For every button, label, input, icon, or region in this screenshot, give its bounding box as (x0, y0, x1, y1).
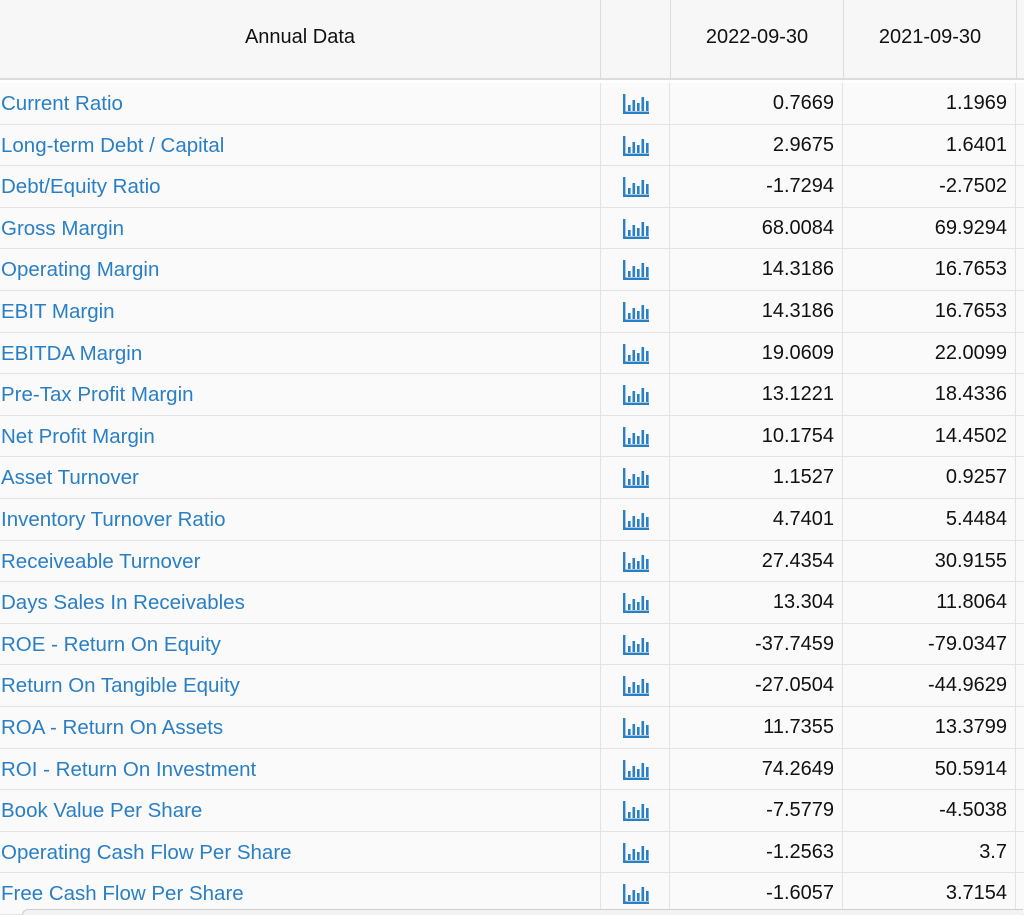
row-label-link[interactable]: Net Profit Margin (1, 424, 155, 448)
bar-chart-icon[interactable] (622, 176, 650, 198)
bar-chart-icon[interactable] (622, 301, 650, 323)
value-2021-09-30: 22.0099 (843, 333, 1016, 374)
row-chart-button[interactable] (600, 249, 670, 290)
row-label-link[interactable]: EBITDA Margin (1, 341, 143, 365)
value-2021-09-30: -2.7502 (843, 166, 1016, 207)
table-row (0, 83, 1024, 125)
value-2021-09-30: 30.9155 (843, 541, 1016, 582)
header-chart-column (600, 0, 670, 78)
value-2021-09-30: 3.7154 (843, 873, 1016, 914)
row-chart-button[interactable] (600, 83, 670, 124)
value-2022-09-30: 10.1754 (670, 416, 843, 457)
value-2021-09-30: 14.4502 (843, 416, 1016, 457)
row-chart-button[interactable] (600, 790, 670, 831)
value-2021-09-30: -4.5038 (843, 790, 1016, 831)
table-row (0, 416, 1024, 458)
table-row (0, 291, 1024, 333)
value-2022-09-30: 4.7401 (670, 499, 843, 540)
bar-chart-icon[interactable] (622, 883, 650, 905)
bar-chart-icon[interactable] (622, 800, 650, 822)
bar-chart-icon[interactable] (622, 675, 650, 697)
row-label-link[interactable]: EBIT Margin (1, 299, 115, 323)
bar-chart-icon[interactable] (622, 426, 650, 448)
row-chart-button[interactable] (600, 749, 670, 790)
row-chart-button[interactable] (600, 166, 670, 207)
row-label-link[interactable]: Receiveable Turnover (1, 549, 201, 573)
value-2021-09-30: 69.9294 (843, 208, 1016, 249)
bar-chart-icon[interactable] (622, 842, 650, 864)
value-2022-09-30: 14.3186 (670, 291, 843, 332)
bar-chart-icon[interactable] (622, 592, 650, 614)
value-2021-09-30: 1.1969 (843, 83, 1016, 124)
row-label-link[interactable]: ROA - Return On Assets (1, 715, 224, 739)
bar-chart-icon[interactable] (622, 717, 650, 739)
table-row (0, 166, 1024, 208)
row-label-link[interactable]: Operating Cash Flow Per Share (1, 840, 292, 864)
value-2022-09-30: 1.1527 (670, 457, 843, 498)
row-chart-button[interactable] (600, 291, 670, 332)
value-2022-09-30: 13.304 (670, 582, 843, 623)
row-chart-button[interactable] (600, 125, 670, 166)
row-chart-button[interactable] (600, 582, 670, 623)
value-2022-09-30: -37.7459 (670, 624, 843, 665)
value-2021-09-30: 16.7653 (843, 249, 1016, 290)
value-2022-09-30: -1.7294 (670, 166, 843, 207)
value-2021-09-30: 11.8064 (843, 582, 1016, 623)
horizontal-scrollbar[interactable] (22, 909, 1023, 915)
bar-chart-icon[interactable] (622, 343, 650, 365)
table-body (0, 83, 1024, 915)
row-label-link[interactable]: Debt/Equity Ratio (1, 175, 161, 199)
value-2021-09-30: 0.9257 (843, 457, 1016, 498)
value-2022-09-30: -7.5779 (670, 790, 843, 831)
value-2021-09-30: 3.7 (843, 832, 1016, 873)
bar-chart-icon[interactable] (622, 384, 650, 406)
value-2022-09-30: -27.0504 (670, 665, 843, 706)
table-row (0, 832, 1024, 874)
value-2021-09-30: 50.5914 (843, 749, 1016, 790)
table-row (0, 457, 1024, 499)
row-chart-button[interactable] (600, 499, 670, 540)
header-2022-09-30[interactable]: 2022-09-30 (670, 0, 843, 78)
row-label-link[interactable]: Return On Tangible Equity (1, 674, 240, 698)
row-label-link[interactable]: Inventory Turnover Ratio (1, 507, 226, 531)
bar-chart-icon[interactable] (622, 509, 650, 531)
header-next-column-edge (1016, 0, 1024, 78)
value-2022-09-30: 2.9675 (670, 125, 843, 166)
value-2022-09-30: 14.3186 (670, 249, 843, 290)
table-header (0, 0, 1024, 80)
table-row (0, 665, 1024, 707)
bar-chart-icon[interactable] (622, 259, 650, 281)
bar-chart-icon[interactable] (622, 93, 650, 115)
bar-chart-icon[interactable] (622, 135, 650, 157)
value-2022-09-30: 74.2649 (670, 749, 843, 790)
value-2021-09-30: 13.3799 (843, 707, 1016, 748)
table-row (0, 499, 1024, 541)
value-2021-09-30: 1.6401 (843, 125, 1016, 166)
row-label-link[interactable]: ROI - Return On Investment (1, 757, 257, 781)
row-chart-button[interactable] (600, 541, 670, 582)
table-row (0, 249, 1024, 291)
table-row (0, 374, 1024, 416)
value-2022-09-30: 13.1221 (670, 374, 843, 415)
value-2022-09-30: 0.7669 (670, 83, 843, 124)
value-2022-09-30: 27.4354 (670, 541, 843, 582)
row-chart-button[interactable] (600, 333, 670, 374)
value-2022-09-30: 11.7355 (670, 707, 843, 748)
row-chart-button[interactable] (600, 208, 670, 249)
table-row (0, 208, 1024, 250)
table-row (0, 707, 1024, 749)
row-label-link[interactable]: Pre-Tax Profit Margin (1, 383, 194, 407)
row-chart-button[interactable] (600, 457, 670, 498)
row-chart-button[interactable] (600, 416, 670, 457)
row-chart-button[interactable] (600, 624, 670, 665)
row-label-link[interactable]: Current Ratio (1, 92, 123, 115)
value-2022-09-30: 19.0609 (670, 333, 843, 374)
table-row (0, 790, 1024, 832)
table-row (0, 624, 1024, 666)
row-chart-button[interactable] (600, 707, 670, 748)
value-2021-09-30: 16.7653 (843, 291, 1016, 332)
value-2021-09-30: 5.4484 (843, 499, 1016, 540)
value-2022-09-30: -1.6057 (670, 873, 843, 914)
table-row (0, 541, 1024, 583)
table-row (0, 333, 1024, 375)
row-chart-button[interactable] (600, 665, 670, 706)
row-label-link[interactable]: Book Value Per Share (1, 799, 203, 823)
value-2021-09-30: 18.4336 (843, 374, 1016, 415)
bar-chart-icon[interactable] (622, 551, 650, 573)
bar-chart-icon[interactable] (622, 759, 650, 781)
row-label-link[interactable]: ROE - Return On Equity (1, 632, 221, 656)
row-label-link[interactable]: Gross Margin (1, 216, 125, 240)
row-chart-button[interactable] (600, 832, 670, 873)
table-row (0, 125, 1024, 167)
row-chart-button[interactable] (600, 374, 670, 415)
value-2021-09-30: -79.0347 (843, 624, 1016, 665)
bar-chart-icon[interactable] (622, 218, 650, 240)
row-label-link[interactable]: Free Cash Flow Per Share (1, 882, 244, 906)
row-label-link[interactable]: Asset Turnover (1, 466, 139, 490)
value-2022-09-30: 68.0084 (670, 208, 843, 249)
bar-chart-icon[interactable] (622, 634, 650, 656)
header-annual-data: Annual Data (244, 26, 356, 48)
row-label-link[interactable]: Long-term Debt / Capital (1, 133, 225, 157)
row-label-link[interactable]: Days Sales In Receivables (1, 591, 245, 615)
bar-chart-icon[interactable] (622, 467, 650, 489)
value-2022-09-30: -1.2563 (670, 832, 843, 873)
row-label-link[interactable]: Operating Margin (1, 258, 160, 282)
value-2021-09-30: -44.9629 (843, 665, 1016, 706)
table-row (0, 749, 1024, 791)
header-2021-09-30[interactable]: 2021-09-30 (843, 0, 1016, 78)
table-row (0, 582, 1024, 624)
